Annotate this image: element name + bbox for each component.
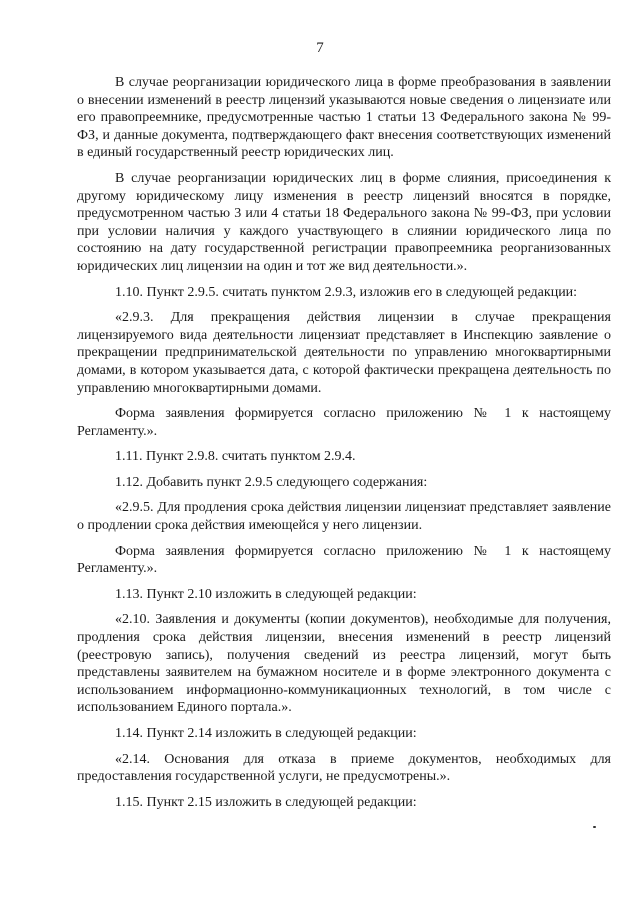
paragraph-clause-2-9-5: «2.9.5. Для продления срока действия лицензии лицензиат представляет заявление о продлении срока действия имеющейся у него лицензии. [77, 500, 611, 534]
scan-speck [593, 826, 596, 828]
paragraph-item-1-15: 1.15. Пункт 2.15 изложить в следующей редакции: [115, 794, 417, 810]
paragraph-item-1-14: 1.14. Пункт 2.14 изложить в следующей редакции: [115, 726, 417, 741]
paragraph-reorg-transformation: В случае реорганизации юридического лица в форме преобразования в заявлении о внесении изменений в реестр лицензий указываются новые сведения о лицензиате или его правопреемнике, предусмотренные частью 1 статьи 13 Федерального закона № 99-ФЗ, и данные документа, подтверждающего факт внесения соответствующих изменений в единый государственный реестр юридических лиц. [77, 75, 611, 161]
document-body [77, 74, 611, 811]
paragraph-clause-2-10: «2.10. Заявления и документы (копии документов), необходимые для получения, продления срока действия лицензии, внесения изменений в реестр лицензий (реестровую запись), получения сведений из реестра лицензий, могут быть представлены заявителем на бумажном носителе и в форме электронного документа с использованием информационно-коммуникационных технологий, в том числе с использованием Единого портала.». [77, 612, 611, 716]
paragraph-item-1-13: 1.13. Пункт 2.10 изложить в следующей редакции: [115, 586, 417, 602]
paragraph-item-1-10: 1.10. Пункт 2.9.5. считать пунктом 2.9.3, изложив его в следующей редакции: [115, 284, 578, 300]
paragraph-item-1-12: 1.12. Добавить пункт 2.9.5 следующего содержания: [115, 474, 428, 490]
paragraph-form-note-1: Форма заявления формируется согласно приложению № 1 к настоящему Регламенту.». [77, 406, 611, 439]
paragraph-item-1-11: 1.11. Пункт 2.9.8. считать пунктом 2.9.4. [115, 449, 356, 465]
paragraph-reorg-merger: В случае реорганизации юридических лиц в форме слияния, присоединения к другому юридическому лицу изменения в реестр лицензий вносятся в порядке, предусмотренном частью 3 или 4 статьи 18 Федерального закона № 99-ФЗ, при условии при условии наличия у каждого участвующего в слиянии юридического лица по состоянию на дату государственной регистрации правопреемника реорганизованных юридических лиц лицензии на один и тот же вид деятельности.». [77, 170, 611, 274]
page-number: 7 [316, 40, 324, 56]
paragraph-clause-2-14: «2.14. Основания для отказа в приеме документов, необходимых для предоставления государственной услуги, не предусмотрены.». [77, 751, 611, 785]
paragraph-clause-2-9-3: «2.9.3. Для прекращения действия лицензии в случае прекращения лицензируемого вида деятельности лицензиат представляет в Инспекцию заявление о прекращении предпринимательской деятельности по управлению многоквартирными домами, в котором указывается дата, с которой фактически прекращена деятельность по управлению многоквартирными домами. [77, 310, 611, 396]
paragraph-form-note-2: Форма заявления формируется согласно приложению № 1 к настоящему Регламенту.». [77, 543, 611, 577]
